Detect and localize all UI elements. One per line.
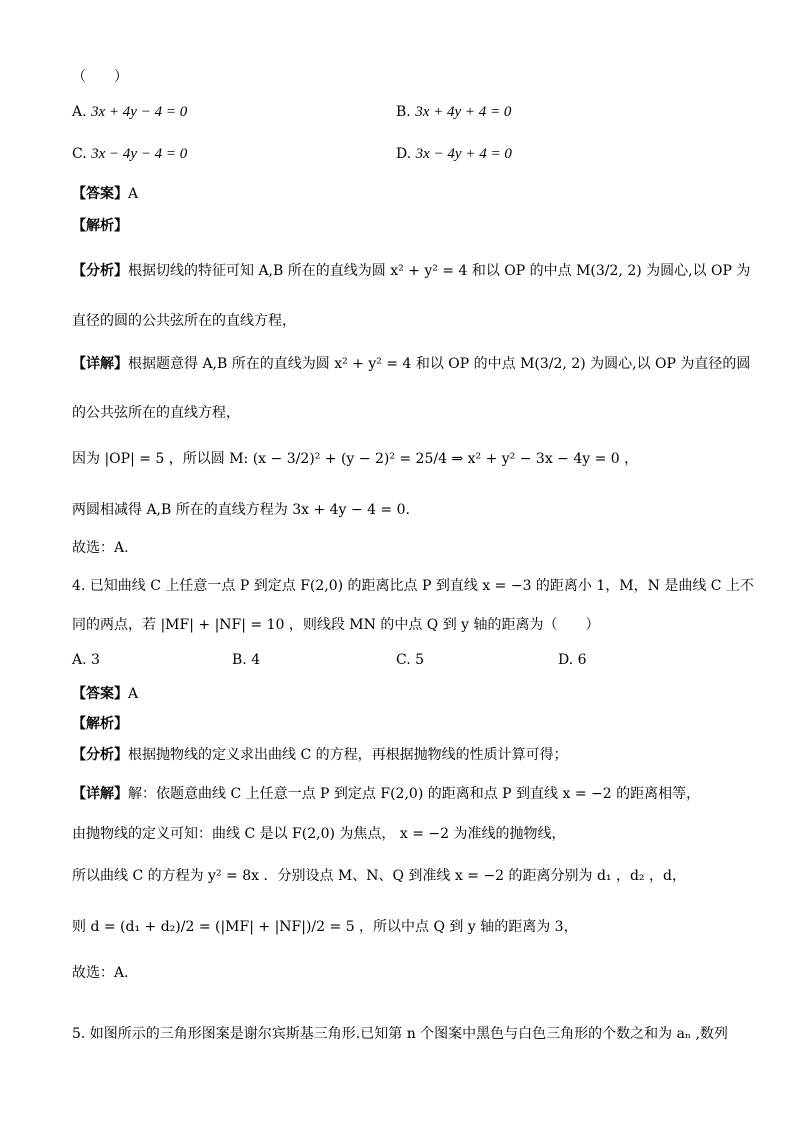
fenxi-text: 根据切线的特征可知 A,B 所在的直线为圆 x² + y² = 4 和以 OP 的中点 M(3/2, 2) 为圆心,以 OP 为 [128,263,751,279]
xiangjie-line [72,353,750,373]
question-paren: （ ） [72,69,128,85]
xiangjie-tag: 【详解】 [72,356,128,372]
q4-option-d: D. 6 [558,652,587,668]
q4-choose-line: 故选：A． [72,965,139,981]
answer-tag: 【答案】 [72,686,128,702]
option-letter: A. [72,104,87,120]
q4-fenxi-line [72,744,568,764]
fenxi-text: 根据抛物线的定义求出曲线 C 的方程，再根据抛物线的性质计算可得； [128,747,568,763]
fenxi-tag: 【分析】 [72,263,128,279]
option-letter: B. [396,104,411,120]
q4-stem-2: 同的两点，若 |MF| + |NF| = 10 ，则线段 MN 的中点 Q 到 y 轴的距离为（ ） [72,617,600,633]
answer-value: A [128,686,139,702]
xiangjie-line-2: 的公共弦所在的直线方程， [72,405,240,421]
option-letter: D. [396,146,412,162]
xiangjie-text: 解：依题意曲线 C 上任意一点 P 到定点 F(2,0) 的距离和点 P 到直线 x = −2 的距离相等， [128,786,701,802]
option-expr: 3x − 4y − 4 = 0 [91,146,188,162]
fenxi-tag: 【分析】 [72,747,128,763]
xiangjie-tag: 【详解】 [72,786,128,802]
option-expr: 3x + 4y + 4 = 0 [415,104,512,120]
option-a [72,104,187,121]
q4-option-a: A. 3 [72,652,100,668]
q4-answer-line [72,683,138,703]
q5-stem-1: 5. 如图所示的三角形图案是谢尔宾斯基三角形.已知第 n 个图案中黑色与白色三角形的个数之和为 aₙ ,数列 [72,1026,728,1042]
answer-tag: 【答案】 [72,186,128,202]
fenxi-line [72,260,750,280]
xiangjie-text: 根据题意得 A,B 所在的直线为圆 x² + y² = 4 和以 OP 的中点 M(3/2, 2) 为圆心,以 OP 为直径的圆 [128,356,751,372]
option-b [396,104,511,121]
option-letter: C. [72,146,87,162]
q4-option-b: B. 4 [232,652,261,668]
choose-line: 故选：A. [72,540,129,556]
fenxi-line-2: 直径的圆的公共弦所在的直线方程， [72,313,296,329]
answer-value: A [128,186,139,202]
option-c [72,146,187,163]
option-expr: 3x + 4y − 4 = 0 [91,104,188,120]
option-expr: 3x − 4y + 4 = 0 [415,146,512,162]
q4-line-3: 所以曲线 C 的方程为 y² = 8x ．分别设点 M、N、Q 到准线 x = −2 的距离分别为 d₁ ，d₂ ，d， [72,868,686,884]
subtract-line: 两圆相减得 A,B 所在的直线方程为 3x + 4y − 4 = 0. [72,502,410,518]
q4-line-2: 由抛物线的定义可知：曲线 C 是以 F(2,0) 为焦点， x = −2 为准线的抛物线， [72,826,566,842]
analysis-tag: 【解析】 [72,218,128,234]
q4-analysis-tag: 【解析】 [72,716,128,732]
q4-xiangjie-line [72,783,700,803]
option-d [396,146,512,163]
answer-line [72,183,138,203]
q4-stem-1: 4. 已知曲线 C 上任意一点 P 到定点 F(2,0) 的距离比点 P 到直线 x = −3 的距离小 1，M，N 是曲线 C 上不 [72,578,754,594]
q4-option-c: C. 5 [396,652,425,668]
because-line: 因为 |OP| = 5 ，所以圆 M: (x − 3/2)² + (y − 2)² = 25/4 ⇒ x² + y² − 3x − 4y = 0 ， [72,451,639,467]
q4-line-4: 则 d = (d₁ + d₂)/2 = (|MF| + |NF|)/2 = 5 ，所以中点 Q 到 y 轴的距离为 3， [72,919,578,935]
